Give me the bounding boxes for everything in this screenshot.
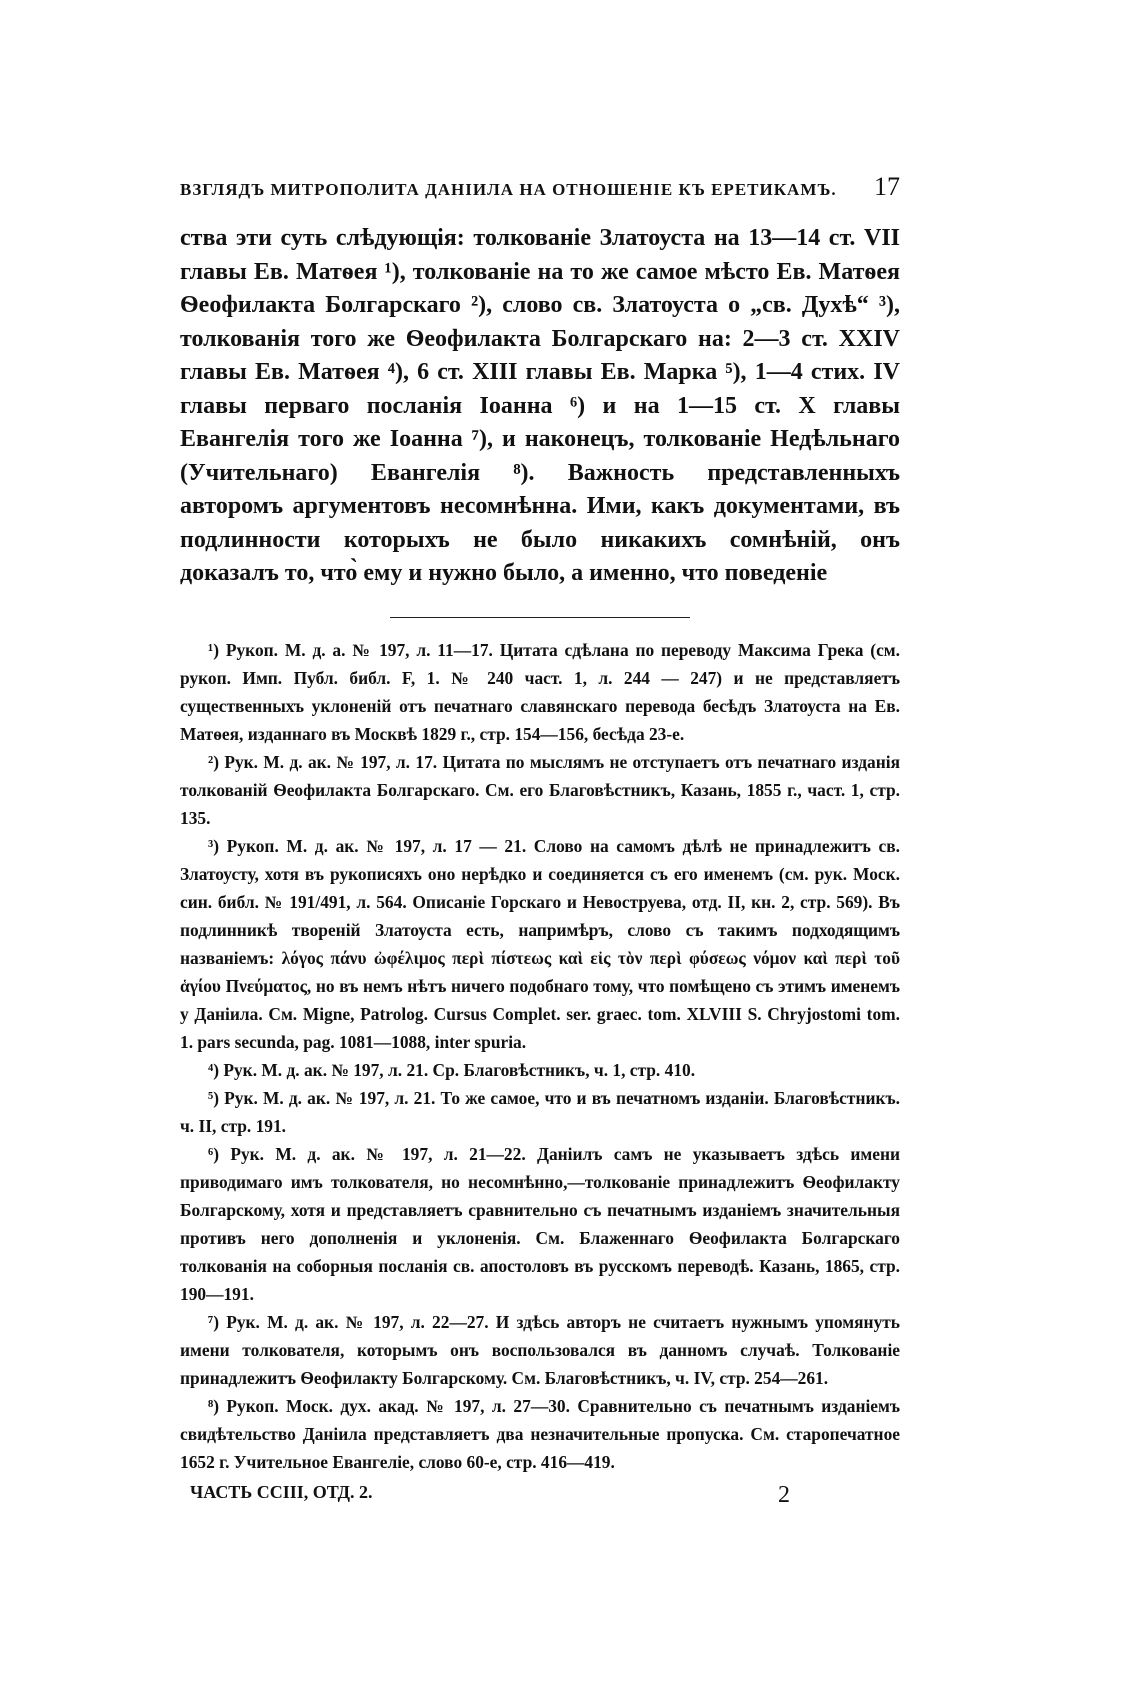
footnote-7: ⁷) Рук. М. д. ак. № 197, л. 22—27. И здѣсь авторъ не считаетъ нужнымъ упомянуть имени толкователя, которымъ онъ воспользовался въ данномъ случаѣ. Толкованiе принадлежитъ Ѳеофилакту Болгарскому. См. Благовѣстникъ, ч. IV, стр. 254—261.: [180, 1311, 900, 1388]
running-header: [180, 172, 900, 202]
footnote-3: ³) Рукоп. М. д. ак. № 197, л. 17 — 21. Слово на самомъ дѣлѣ не принадлежитъ св. Златоусту, хотя въ рукописяхъ оно нерѣдко и соединяется съ его именемъ (см. рук. Моск. син. библ. № 191/491, л. 564. Описанiе Горскаго и Невоструева, отд. II, кн. 2, стр. 569). Въ подлинникѣ творенiй Златоуста есть, напримѣръ, слово съ такимъ подходящимъ названiемъ: λόγος πάνυ ὠφέλιμος περὶ πίστεως καὶ εἰς τὸν περὶ φύσεως νόμον καὶ περὶ τοῦ ἁγίου Πνεύματος, но въ немъ нѣтъ ничего подобнаго тому, что помѣщено съ этимъ именемъ у Данiила. См. Migne, Patrolog. Cursus Complet. ser. graec. tom. XLVIII S. Chryjostomi tom. 1. pars secunda, pag. 1081—1088, inter spuria.: [180, 835, 900, 1052]
signature-left: ЧАСТЬ CCIII, ОТД. 2.: [190, 1481, 373, 1502]
footnote-6: ⁶) Рук. М. д. ак. № 197, л. 21—22. Данiилъ самъ не указываетъ здѣсь имени приводимаго имъ толкователя, но несомнѣнно,—толкованiе принадлежитъ Ѳеофилакту Болгарскому, хотя и представляетъ сравнительно съ печатнымъ изданiемъ значительныя противъ него дополненiя и уклоненiя. См. Блаженнаго Ѳеофилакта Болгарскаго толкованiя на соборныя посланiя св. апостоловъ въ русскомъ переводѣ. Казань, 1865, стр. 190—191.: [180, 1143, 900, 1304]
footnote-5: ⁵) Рук. М. д. ак. № 197, л. 21. То же самое, что и въ печатномъ изданiи. Благовѣстникъ. ч. II, стр. 191.: [180, 1087, 900, 1136]
footnote-1: ¹) Рукоп. М. д. а. № 197, л. 11—17. Цитата сдѣлана по переводу Максима Грека (см. рукоп. Имп. Публ. библ. F, 1. № 240 част. 1, л. 244 — 247) и не представляетъ существенныхъ уклоненiй отъ печатнаго славянскаго перевода бесѣдъ Златоуста на Ев. Матѳея, изданнаго въ Москвѣ 1829 г., стр. 154—156, бесѣда 23-е.: [180, 639, 900, 744]
footnote-8: ⁸) Рукоп. Моск. дух. акад. № 197, л. 27—30. Сравнительно съ печатнымъ изданiемъ свидѣтельство Данiила представляетъ два незначительные пропуска. См. старопечатное 1652 г. Учительное Евангелiе, слово 60-е, стр. 416—419.: [180, 1395, 900, 1472]
footnote-2: ²) Рук. М. д. ак. № 197, л. 17. Цитата по мыслямъ не отступаетъ отъ печатнаго изданiя толкованiй Ѳеофилакта Болгарскаго. См. его Благовѣстникъ, Казань, 1855 г., част. 1, стр. 135.: [180, 751, 900, 828]
footnote-4: ⁴) Рук. М. д. ак. № 197, л. 21. Ср. Благовѣстникъ, ч. 1, стр. 410.: [208, 1059, 696, 1080]
signature-right: 2: [778, 1481, 790, 1508]
footnote-divider: [390, 617, 690, 618]
footnotes: [180, 636, 900, 1476]
page: [180, 172, 900, 1509]
main-paragraph: ства эти суть слѣдующiя: толкованiе Златоуста на 13—14 ст. VII главы Ев. Матѳея ¹), толкованiе на то же самое мѣсто Ев. Матѳея Ѳеофилакта Болгарскаго ²), слово св. Златоуста о „св. Духѣ“ ³), толкованiя того же Ѳеофилакта Болгарскаго на: 2—3 ст. XXIV главы Ев. Матѳея ⁴), 6 ст. XIII главы Ев. Марка ⁵), 1—4 стих. IV главы перваго посланiя Iоанна ⁶) и на 1—15 ст. X главы Евангелiя того же Iоанна ⁷), и наконецъ, толкованiе Недѣльнаго (Учительнаго) Евангелiя ⁸). Важность представленныхъ авторомъ аргументовъ несомнѣнна. Ими, какъ документами, въ подлинности которыхъ не было никакихъ сомнѣнiй, онъ доказалъ то, что̀ ему и нужно было, а именно, что поведенiе: [180, 225, 900, 586]
page-footer: [180, 1482, 900, 1509]
running-title: ВЗГЛЯДЪ МИТРОПОЛИТА ДАНIИЛА НА ОТНОШЕНIЕ КЪ ЕРЕТИКАМЪ.: [180, 180, 837, 199]
page-number: 17: [874, 172, 900, 201]
